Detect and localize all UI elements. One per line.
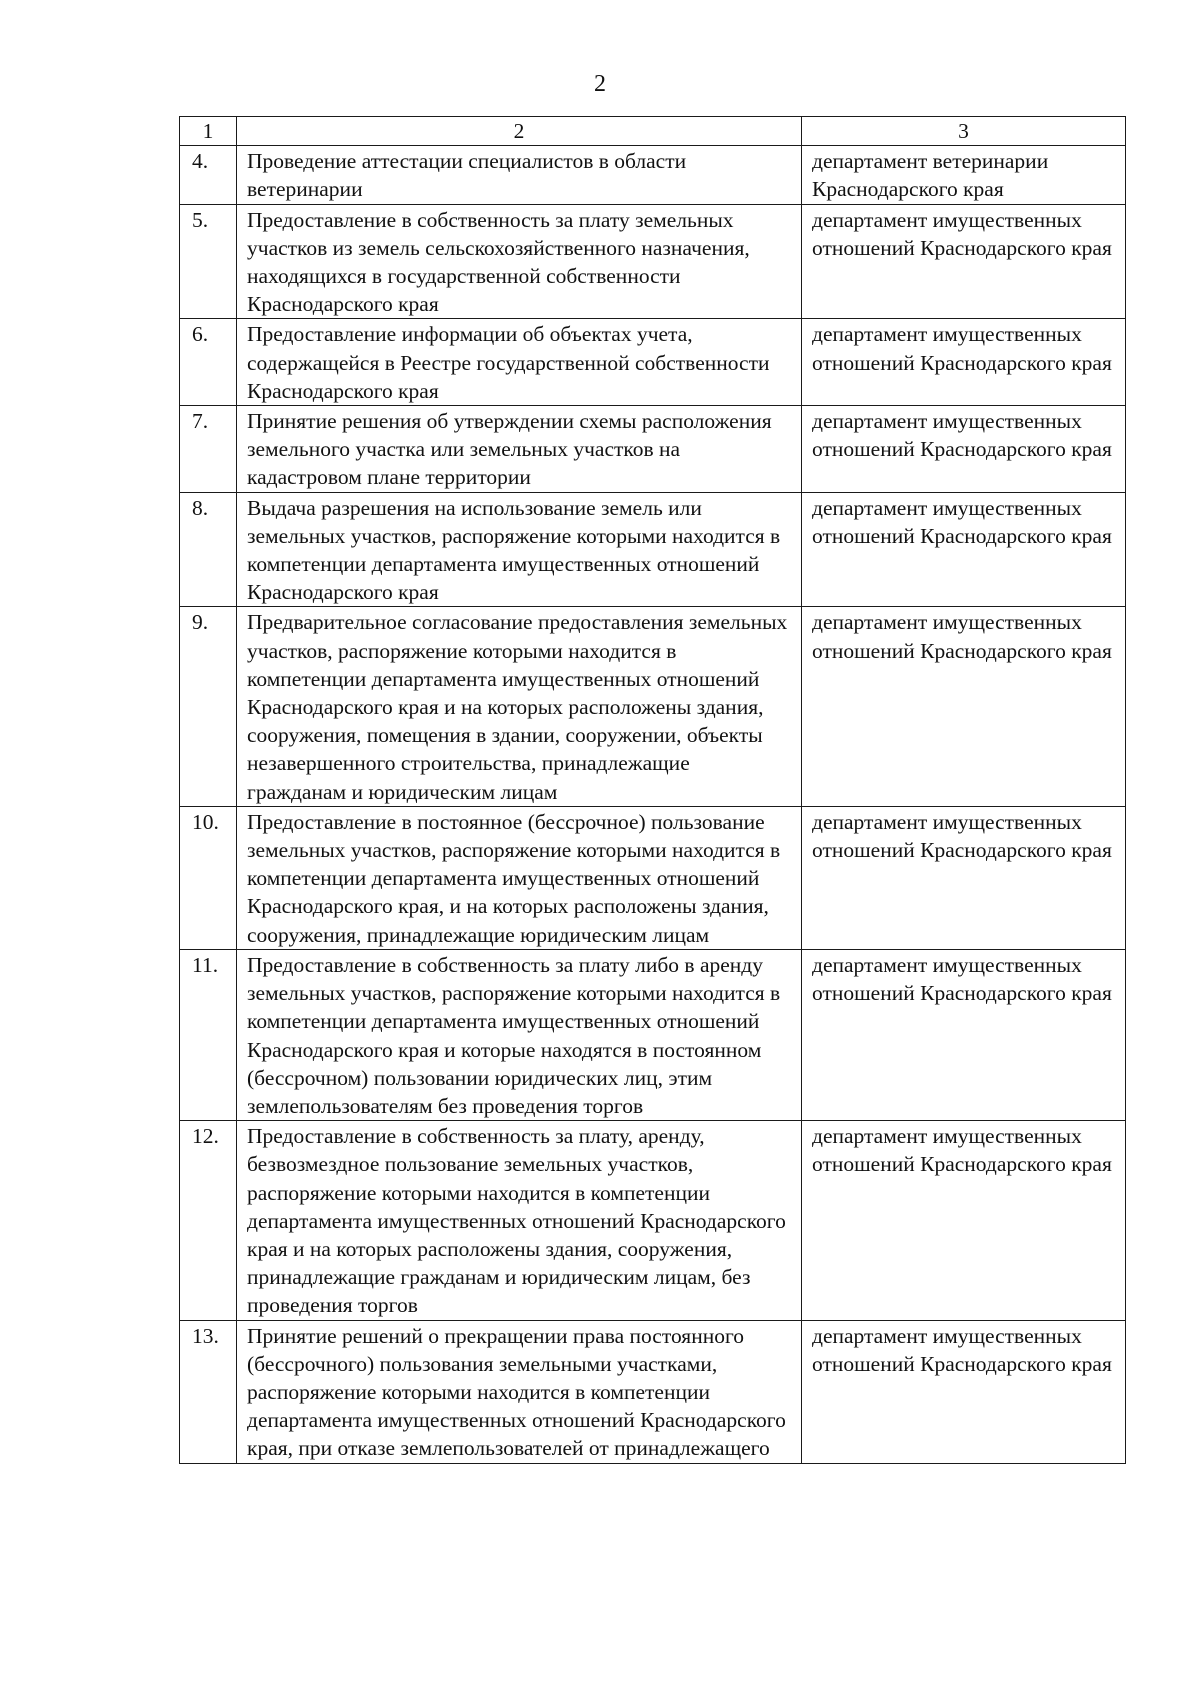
column-header-number: 1	[180, 117, 237, 146]
service-name: Предоставление в собственность за плату земельных участков из земель сельскохозяйственного назначения, находящихся в государственной собственности Краснодарского края	[237, 204, 802, 319]
table-row	[180, 406, 1126, 493]
table-row	[180, 319, 1126, 406]
responsible-department: департамент имущественных отношений Краснодарского края	[802, 406, 1126, 493]
row-number: 8.	[180, 492, 237, 607]
table-row	[180, 806, 1126, 949]
service-name: Предоставление информации об объектах учета, содержащейся в Реестре государственной собственности Краснодарского края	[237, 319, 802, 406]
responsible-department: департамент имущественных отношений Краснодарского края	[802, 806, 1126, 949]
services-table	[179, 116, 1126, 1464]
service-name: Предоставление в постоянное (бессрочное) пользование земельных участков, распоряжение которыми находится в компетенции департамента имущественных отношений Краснодарского края, и на которых расположены здания, сооружения, принадлежащие юридическим лицам	[237, 806, 802, 949]
table-row	[180, 492, 1126, 607]
page-number: 2	[594, 71, 606, 97]
row-number: 11.	[180, 949, 237, 1120]
responsible-department: департамент имущественных отношений Краснодарского края	[802, 1121, 1126, 1320]
service-name: Проведение аттестации специалистов в области ветеринарии	[237, 146, 802, 204]
column-header-service: 2	[237, 117, 802, 146]
service-name: Предварительное согласование предоставления земельных участков, распоряжение которыми находится в компетенции департамента имущественных отношений Краснодарского края и на которых расположены здания, сооружения, помещения в здании, сооружении, объекты незавершенного строительства, принадлежащие гражданам и юридическим лицам	[237, 607, 802, 806]
row-number: 5.	[180, 204, 237, 319]
row-number: 6.	[180, 319, 237, 406]
responsible-department: департамент имущественных отношений Краснодарского края	[802, 492, 1126, 607]
table-header-row	[180, 117, 1126, 146]
table-row	[180, 204, 1126, 319]
row-number: 4.	[180, 146, 237, 204]
service-name: Принятие решения об утверждении схемы расположения земельного участка или земельных участков на кадастровом плане территории	[237, 406, 802, 493]
row-number: 10.	[180, 806, 237, 949]
table-row	[180, 607, 1126, 806]
service-name: Выдача разрешения на использование земель или земельных участков, распоряжение которыми находится в компетенции департамента имущественных отношений Краснодарского края	[237, 492, 802, 607]
table-row	[180, 1320, 1126, 1463]
responsible-department: департамент ветеринарии Краснодарского края	[802, 146, 1126, 204]
responsible-department: департамент имущественных отношений Краснодарского края	[802, 319, 1126, 406]
row-number: 13.	[180, 1320, 237, 1463]
service-name: Принятие решений о прекращении права постоянного (бессрочного) пользования земельными участками, распоряжение которыми находится в компетенции департамента имущественных отношений Краснодарского края, при отказе землепользователей от принадлежащего	[237, 1320, 802, 1463]
row-number: 7.	[180, 406, 237, 493]
service-name: Предоставление в собственность за плату, аренду, безвозмездное пользование земельных участков, распоряжение которыми находится в компетенции департамента имущественных отношений Краснодарского края и на которых расположены здания, сооружения, принадлежащие гражданам и юридическим лицам, без проведения торгов	[237, 1121, 802, 1320]
service-name: Предоставление в собственность за плату либо в аренду земельных участков, распоряжение которыми находится в компетенции департамента имущественных отношений Краснодарского края и которые находятся в постоянном (бессрочном) пользовании юридических лиц, этим землепользователям без проведения торгов	[237, 949, 802, 1120]
responsible-department: департамент имущественных отношений Краснодарского края	[802, 949, 1126, 1120]
table-row	[180, 1121, 1126, 1320]
responsible-department: департамент имущественных отношений Краснодарского края	[802, 607, 1126, 806]
responsible-department: департамент имущественных отношений Краснодарского края	[802, 204, 1126, 319]
table-row	[180, 949, 1126, 1120]
table-row	[180, 146, 1126, 204]
row-number: 9.	[180, 607, 237, 806]
column-header-department: 3	[802, 117, 1126, 146]
row-number: 12.	[180, 1121, 237, 1320]
responsible-department: департамент имущественных отношений Краснодарского края	[802, 1320, 1126, 1463]
